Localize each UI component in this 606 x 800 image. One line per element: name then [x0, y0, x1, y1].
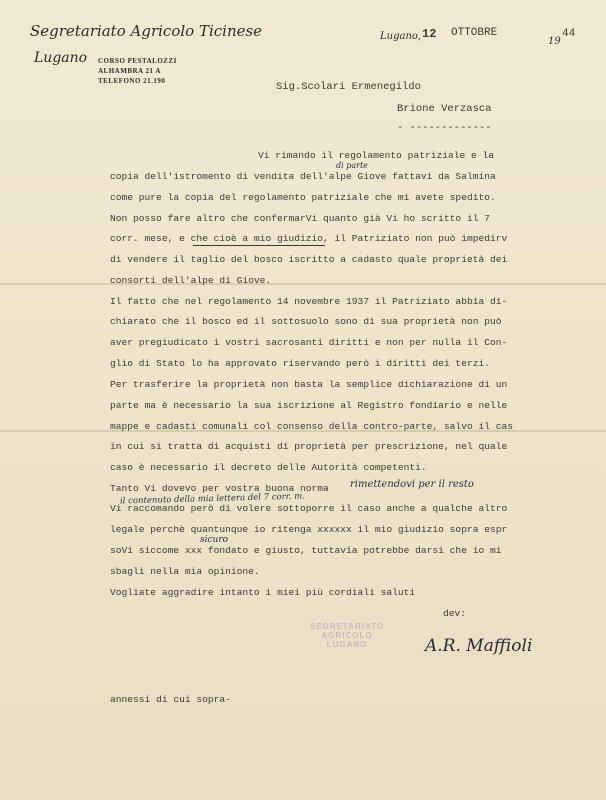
body-line-8: Il fatto che nel regolamento 14 novembre 1937 il Patriziato abbia di-	[110, 296, 508, 307]
recipient-rule: - -------------	[397, 122, 492, 134]
letterhead-city: Lugano	[34, 50, 88, 66]
date-month: OTTOBRE	[451, 27, 498, 39]
body-line-1: Vi rimando il regolamento patriziale e la	[258, 150, 495, 161]
body-line-15: in cui si tratta di acquisti di proprietà per prescrizione, nel quale	[110, 441, 508, 452]
body-line-10: aver pregiudicato i vostri sacrosanti diritti e non per nulla il Con-	[110, 337, 508, 348]
body-line-9: chiarato che il bosco ed il sottosuolo sono di sua proprietà non può	[110, 316, 502, 327]
body-line-20: soVi siccome xxx fondato e giusto, tuttavia potrebbe darsi che io mi	[110, 545, 502, 556]
body-line-13: parte ma è necessario la sua iscrizione al Registro fondiario e nelle	[110, 400, 508, 411]
body-line-17: Tanto Vi dovevo per vostra buona norma	[110, 483, 329, 494]
letterhead-address-1: CORSO PESTALOZZI	[98, 57, 177, 65]
recipient-name: Sig.Scolari Ermenegildo	[276, 81, 421, 93]
handwritten-contenuto: il contenuto della mia lettera del 7 corr. m.	[119, 491, 306, 507]
date-year-prefix: 19	[548, 36, 561, 47]
handwritten-rimettendovi: rimettendovi per il resto	[350, 479, 474, 490]
body-line-5: corr. mese, e che cioè a mio giudizio, il Patriziato non può impedirv	[110, 233, 508, 244]
body-line-11: glio di Stato lo ha approvato riservando però i diritti dei terzi.	[110, 358, 490, 369]
fold-line-upper	[0, 283, 606, 285]
letterhead-org: Segretariato Agricolo Ticinese	[30, 22, 263, 40]
date-year-suffix: 44	[562, 28, 576, 40]
date-city: Lugano,	[380, 31, 422, 42]
body-line-16: caso è necessario il decreto delle Autorità competenti.	[110, 462, 427, 473]
handwritten-sicuro: sicuro	[200, 535, 229, 545]
body-line-14: mappe e cadasti comunali col consenso della contro-parte, salvo il cas	[110, 421, 514, 432]
enclosure-note: annessi di cui sopra-	[110, 694, 231, 705]
body-line-2: copia dell'istromento di vendita dell'alpe Giove fattavi da Salmina	[110, 171, 496, 182]
body-line-22: Vogliate aggradire intanto i miei più cordiali saluti	[110, 587, 416, 598]
body-line-18: Vi raccomando però di volere sottoporre il caso anche a qualche altro	[110, 503, 508, 514]
body-line-3: come pure la copia del regolamento patriziale che mi avete spedito.	[110, 192, 496, 203]
body-line-4: Non posso fare altro che confermarVi quanto già Vi ho scritto il 7	[110, 213, 490, 224]
stamp-line-2: AGRICOLO	[321, 631, 373, 640]
body-line-12: Per trasferire la proprietà non basta la semplice dichiarazione di un	[110, 379, 508, 390]
handwritten-di-parte: di parte	[336, 161, 368, 170]
signature: A.R. Maffioli	[425, 636, 533, 656]
body-line-6: di vendere il taglio del bosco iscritto a cadasto quale proprietà dei	[110, 254, 508, 265]
underline-mio-giudizio	[193, 245, 325, 246]
letterhead-address-2: ALHAMBRA 21 A	[98, 67, 161, 75]
recipient-place: Brione Verzasca	[397, 103, 492, 115]
closing-dev: dev:	[443, 608, 467, 619]
stamp-line-3: LUGANO	[326, 640, 368, 649]
stamp-line-1: SEGRETARIATO	[309, 622, 385, 631]
body-line-19: legale perchè quantunque io ritenga xxxxxx il mio giudizio sopra espr	[110, 524, 508, 535]
org-stamp	[292, 622, 402, 649]
body-line-7: consorti dell'alpe di Giove.	[110, 275, 272, 286]
letterhead-phone: TELEFONO 21.190	[98, 77, 166, 85]
date-day: 12	[422, 27, 437, 41]
body-line-21: sbagli nella mia opinione.	[110, 566, 260, 577]
